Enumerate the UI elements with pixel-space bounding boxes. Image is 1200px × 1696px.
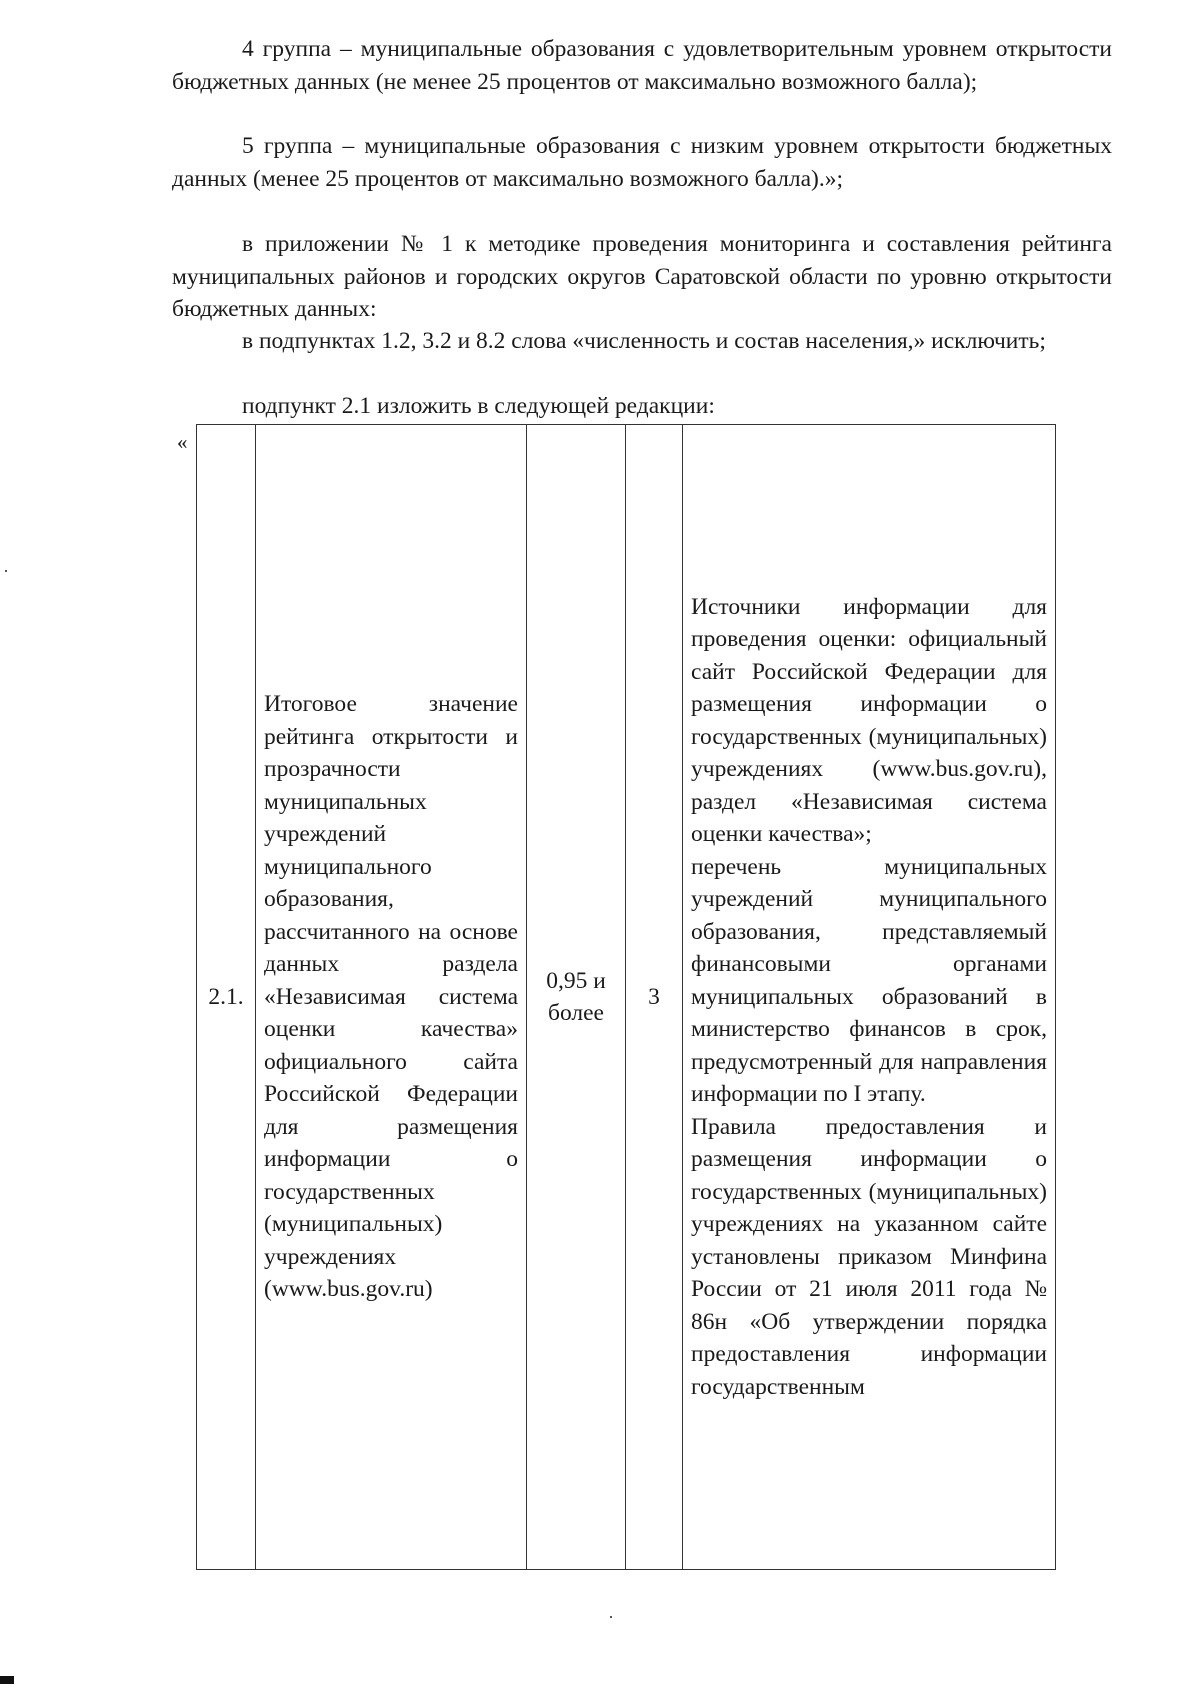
paragraph-subitems: в подпунктах 1.2, 3.2 и 8.2 слова «численность и состав населения,» исключить; [242, 328, 1046, 354]
indicator-value: 0,95 и более [546, 967, 606, 1026]
paragraph-subitem-2-1: подпункт 2.1 изложить в следующей редакции: [242, 393, 715, 419]
scan-speck [610, 1616, 612, 1618]
row-number-cell [197, 425, 256, 1570]
opening-quote: « [177, 430, 188, 454]
indicator-score: 3 [648, 983, 660, 1010]
information-source-cell [683, 425, 1056, 1570]
paragraph-group-4: 4 группа – муниципальные образования с удовлетворительным уровнем открытости бюджетных данных (не менее 25 процентов от максимально возможного балла); [172, 36, 1112, 95]
paragraph-appendix: в приложении № 1 к методике проведения мониторинга и составления рейтинга муниципальных районов и городских округов Саратовской области по уровню открытости бюджетных данных: [172, 231, 1112, 322]
scan-speck [5, 570, 7, 572]
indicator-score-cell [626, 425, 683, 1570]
paragraph-group-5: 5 группа – муниципальные образования с низким уровнем открытости бюджетных данных (менее 25 процентов от максимально возможного балла).»; [172, 133, 1112, 192]
indicator-value-cell [527, 425, 626, 1570]
source-paragraph-3: Правила предоставления и размещения информации о государственных (муниципальных) учреждениях на указанном сайте установлены приказом Минфина России от 21 июля 2011 года № 86н «Об утверждении порядка предоставления информации государственным [691, 1113, 1047, 1400]
table-row [197, 425, 1056, 1570]
indicator-name-cell [256, 425, 527, 1570]
source-paragraph-2: перечень муниципальных учреждений муниципального образования, представляемый финансовыми органами муниципальных образований в министерство финансов в срок, предусмотренный для направления информации по I этапу. [691, 853, 1047, 1108]
row-number: 2.1. [208, 983, 244, 1010]
indicator-name: Итоговое значение рейтинга открытости и прозрачности муниципальных учреждений муниципального образования, рассчитанного на основе данных раздела «Независимая система оценки качества» официального сайта Российской Федерации для размещения информации о государственных (муниципальных) учреждениях (www.bus.gov.ru) [264, 691, 518, 1303]
scan-edge-mark [0, 1676, 14, 1684]
source-paragraph-1: Источники информации для проведения оценки: официальный сайт Российской Федерации для размещения информации о государственных (муниципальных) учреждениях (www.bus.gov.ru), раздел «Независимая система оценки качества»; [691, 593, 1047, 848]
amendment-table [196, 424, 1056, 1570]
